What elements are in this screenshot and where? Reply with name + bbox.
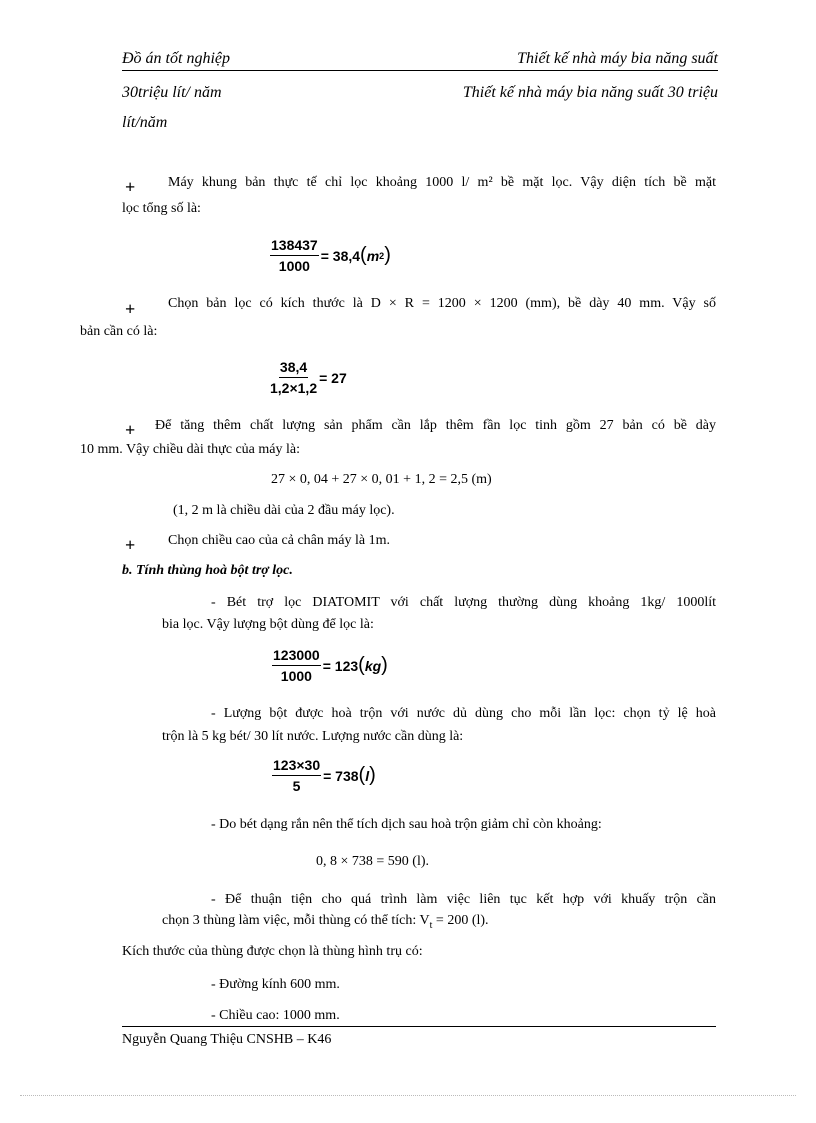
p8-tail: = 200 (l). <box>432 913 489 928</box>
p2-line2: bản cần có là: <box>80 324 158 339</box>
equation-1: $\frac{138437}{1000}$ = 38,4 ( m 2 ) <box>271 237 391 274</box>
p8-line2-text: chọn 3 thùng làm việc, mỗi thùng có thể tích: V <box>162 913 430 928</box>
p4-text: Chọn chiều cao của cả chân máy là 1m. <box>168 533 390 548</box>
eq1-numerator: 138437 <box>270 237 319 256</box>
header-left: Đồ án tốt nghiệp <box>122 50 230 67</box>
p9-text: Kích thước của thùng được chọn là thùng hình trụ có: <box>122 944 423 959</box>
p2-line1: Chọn bản lọc có kích thước là D × R = 1200 × 1200 (mm), bề dày 40 mm. Vậy số <box>168 296 716 311</box>
p3-line2: 10 mm. Vậy chiều dài thực của máy là: <box>80 442 300 457</box>
page-edge-dots <box>20 1095 796 1096</box>
header-line2-right: Thiết kế nhà máy bia năng suất 30 triệu <box>462 84 718 101</box>
p3-formula: 27 × 0, 04 + 27 × 0, 01 + 1, 2 = 2,5 (m) <box>271 472 492 487</box>
eq1-var: m <box>366 247 380 264</box>
p11-text: - Chiều cao: 1000 mm. <box>211 1008 340 1023</box>
header-divider <box>122 70 718 71</box>
equation-4: $\frac{123\times 30}{5}$ = 738 ( l ) <box>273 757 376 794</box>
p3-line1: Để tăng thêm chất lượng sản phẩm cần lắp thêm fần lọc tinh gồm 27 bản có bề dày <box>155 418 716 433</box>
eq4-var: l <box>365 767 370 784</box>
p6-line1: - Lượng bột được hoà trộn với nước dủ dùng cho mỗi lần lọc: chọn tỷ lệ hoà <box>211 706 716 721</box>
p7-formula: 0, 8 × 738 = 590 (l). <box>316 854 430 869</box>
bullet-icon: + <box>125 420 136 440</box>
equation-2 <box>270 359 347 396</box>
eq4-denominator: 5 <box>292 778 301 794</box>
p5-line2: bia lọc. Vậy lượng bột dùng để lọc là: <box>162 617 374 632</box>
p1-line2: lọc tổng số là: <box>122 201 201 216</box>
eq2-denominator: 1,2×1,2 <box>270 380 318 396</box>
eq1-denominator: 1000 <box>278 258 310 274</box>
bullet-icon: + <box>125 177 136 197</box>
eq4-rhs: = 738 <box>323 767 359 784</box>
eq3-rhs: = 123 <box>322 657 359 674</box>
p10-text: - Đường kính 600 mm. <box>211 977 340 992</box>
eq2-numerator: 38,4 <box>279 359 308 378</box>
bullet-icon: + <box>125 299 136 319</box>
eq1-sup: 2 <box>379 250 385 261</box>
header-line2-left: 30triệu lít/ năm <box>122 84 222 101</box>
p1-line1: Máy khung bản thực tế chỉ lọc khoảng 1000 l/ m² bề mặt lọc. Vậy diện tích bề mặt <box>168 175 716 190</box>
footer-text: Nguyễn Quang Thiệu CNSHB – K46 <box>122 1032 332 1047</box>
p6-line2: trộn là 5 kg bét/ 30 lít nước. Lượng nước cần dùng là: <box>162 729 464 744</box>
p8-line1: - Để thuận tiện cho quá trình làm việc liên tục kết hợp với khuấy trộn cần <box>211 892 716 907</box>
p3-note: (1, 2 m là chiều dài của 2 đầu máy lọc). <box>173 503 395 518</box>
p7-line1: - Do bét dạng rắn nên thể tích dịch sau hoà trộn giảm chỉ còn khoảng: <box>211 817 602 832</box>
header-right: Thiết kế nhà máy bia năng suất <box>517 50 718 67</box>
bullet-icon: + <box>125 535 136 555</box>
equation-3: $\frac{123000}{1000}$ = 123 ( kg ) <box>273 647 388 684</box>
header-line3: lít/năm <box>122 114 168 131</box>
eq1-rhs: = 38,4 <box>320 247 361 264</box>
eq3-numerator: 123000 <box>272 647 321 666</box>
p5-line1: - Bét trợ lọc DIATOMIT với chất lượng thường dùng khoảng 1kg/ 1000lít <box>211 595 716 610</box>
section-b-heading: b. Tính thùng hoà bột trợ lọc. <box>122 563 293 578</box>
footer-divider <box>122 1026 716 1027</box>
p8-subscript: t <box>429 919 433 931</box>
eq4-numerator: 123×30 <box>272 757 321 776</box>
p8-line2 <box>162 913 489 931</box>
eq2-rhs: = 27 <box>319 369 347 386</box>
eq3-var: kg <box>364 657 382 674</box>
eq3-denominator: 1000 <box>280 668 312 684</box>
